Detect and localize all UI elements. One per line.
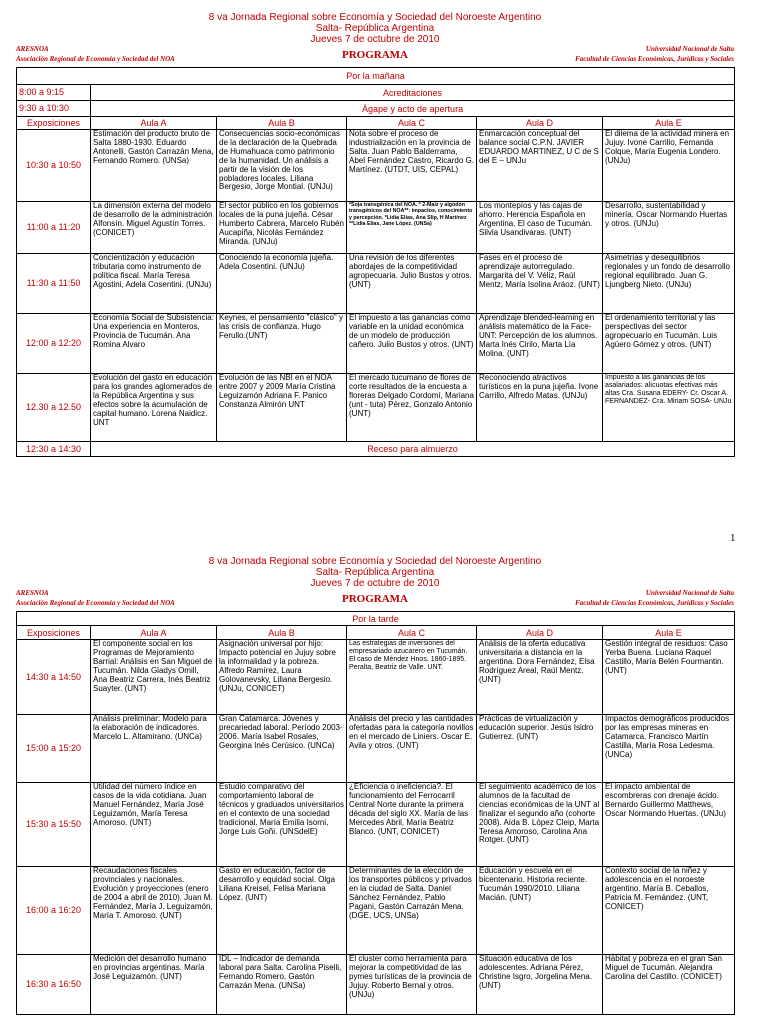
session-title: Por la mañana [17,68,735,85]
org-right-faculty: Facultad de Ciencias Económicas, Jurídicas y Sociales [575,55,734,63]
header-line-2: Salta- República Argentina [315,567,435,578]
column-header: Aula D [477,626,603,640]
page-number: 1 [730,532,736,544]
time-cell: 9:30 a 10:30 [17,101,91,117]
talk-cell: Asimetrías y desequilibrios regionales y un fondo de desarrollo regional equilibrado. Juan G. Ljungberg Nieto. (UNJu) [603,254,735,314]
talk-cell: Asignación universal por hijo: Impacto potencial en Jujuy sobre la informalidad y la pobreza. Alfredo Ramírez, Laura Golovanevsky, Liliana Bergesio. (UNJu, CONICET) [217,640,347,715]
program-title: PROGRAMA [342,49,408,61]
talk-cell: ¿Eficiencia o ineficiencia?. El funcionamiento del Ferrocarril Central Norte durante la primera década del siglo XX. María de las Mercedes Abril, María Beatriz Blanco. (UNT, CONICET) [347,783,477,867]
talk-cell: Hábitat y pobreza en el gran San Miguel de Tucumán. Alejandra Carolina del Castillo. (CONICET) [603,955,735,1015]
table-row [17,955,735,1015]
header-line-2: Salta- República Argentina [315,23,435,34]
talk-cell: Desarrollo, sustentabilidad y minería. Oscar Normando Huertas y otros. (UNJu) [603,202,735,254]
column-header: Aula C [347,626,477,640]
time-cell: 16:30 a 16:50 [17,955,91,1015]
talk-cell: Impuesto a las ganancias de los asalariados: alícuotas efectivas más altas Cra. Susana EDERY- Cr. Oscar A. FERNANDEZ- Cra. Miriam SOSA- UNJu [603,374,735,442]
time-cell: 8:00 a 9:15 [17,85,91,101]
table-row [17,783,735,867]
talk-cell: El impacto ambiental de escombreras con drenaje ácido. Bernardo Guillermo Matthews, Oscar Normando Huertas. (UNJu) [603,783,735,867]
column-header: Aula A [91,626,217,640]
org-left-name: Asociación Regional de Economía y Sociedad del NOA [16,55,175,63]
morning-schedule-table [16,67,735,457]
talk-cell: El cluster como herramienta para mejorar la competitividad de las pymes turísticas de la provincia de Jujuy. Roberto Bernal y otros. (UNJu) [347,955,477,1015]
talk-cell: Evolución de las NBI en el NOA entre 2007 y 2009 María Cristina Leguizamón Adriana F. Panico Constanza Almirón UNT [217,374,347,442]
talk-cell: Prácticas de virtualización y educación superior. Jesús Isidro Gutierrez. (UNT) [477,715,603,783]
talk-cell: Impactos demográficos producidos por las empresas mineras en Catamarca. Francisco Martín Castilla, María Rosa Ledesma. (UNCa) [603,715,735,783]
talk-cell: Consecuencias socio-económicas de la declaración de la Quebrada de Humahuaca como patrimonio de la humanidad. Un análisis a partir de la visión de los pobladores locales. Liliana Bergesio, Jorge Montial. (UNJu) [217,130,347,202]
talk-cell: Los montepíos y las cajas de ahorro. Herencia Española en Argentina. El caso de Tucumán. Silvia Usandivaras. (UNT) [477,202,603,254]
talk-cell: Keynes, el pensamiento "clásico" y las crisis de confianza. Hugo Ferullo.(UNT) [217,314,347,374]
org-row [16,589,734,611]
talk-cell: Análisis de la oferta educativa universitaria a distancia en la argentina. Dora Fernández, Elsa Rodríguez Areal, Raúl Mentz. (UNT) [477,640,603,715]
time-cell: 11:30 a 11:50 [17,254,91,314]
header-line-1: 8 va Jornada Regional sobre Economía y Sociedad del Noroeste Argentino [208,556,542,567]
column-header: Aula E [603,626,735,640]
talk-cell: Las estrategias de inversiones del empresariado azucarero en Tucumán. El caso de Méndez Hnos. 1860-1895. Peralta, Beatriz de Valle. UNT. [347,640,477,715]
org-right-university: Universidad Nacional de Salta [645,589,734,597]
talk-cell: Estudio comparativo del comportamiento laboral de técnicos y graduados universitarios en el contexto de una sociedad tradicional. María Emilia Isorni, Jorge Luis Goñi. (UNSdelE) [217,783,347,867]
talk-cell: Educación y escuela en el bicentenario. Historia reciente. Tucumán 1990/2010. Liliana Macián. (UNT) [477,867,603,955]
page-morning [16,12,734,457]
talk-cell: El seguimiento académico de los alumnos de la facultad de ciencias económicas de la UNT al finalizar el segundo año (cohorte 2008). Aída B. López Cleip, Marta Teresa Amoroso, Carolina Ana Rotger. (UNT) [477,783,603,867]
time-cell: 14:30 a 14:50 [17,640,91,715]
talk-cell: El mercado tucumano de flores de corte resultados de la encuesta a floreras Delgado Cordomí, Mariana (unt - tuta) Pérez, Gonzalo Antonio (UNT) [347,374,477,442]
table-row [17,374,735,442]
talk-cell: El impuesto a las ganancias como variable en la unidad económica de un modelo de producción cañero. Julio Bustos y otros. (UNT) [347,314,477,374]
talk-cell: Evolución del gasto en educación para los grandes aglomerados de la República Argentina y sus efectos sobre la acumulación de capital humano. Lorena Naidicz. UNT [91,374,217,442]
time-cell: 11:00 a 11:20 [17,202,91,254]
talk-cell: Estimación del producto bruto de Salta 1880-1930. Eduardo Antonelli, Gastón Carrazán Mena, Fernando Romero. (UNSa) [91,130,217,202]
talk-cell: Recaudaciones fiscales provinciales y nacionales. Evolución y proyecciones (enero de 2004 a abril de 2010). Juan M. Fernández, María J. Leguizamón, María T. Amoroso. (UNT) [91,867,217,955]
talk-cell: Concientización y educación tributaria como instrumento de política fiscal. María Teresa Agostini, Adela Cosentini. (UNJu) [91,254,217,314]
org-left-name: Asociación Regional de Economía y Sociedad del NOA [16,599,175,607]
org-left-acronym: ARESNOA [16,589,49,597]
org-right-faculty: Facultad de Ciencias Económicas, Jurídicas y Sociales [575,599,734,607]
table-row [17,867,735,955]
talk-cell: IDL – Indicador de demanda laboral para Salta. Carolina Piselli, Fernando Romero, Gastón Carrazán Mena. (UNSa) [217,955,347,1015]
talk-cell: La dimensión externa del modelo de desarrollo de la administración Alfonsín. Miguel Agustín Torres. (CONICET) [91,202,217,254]
talk-cell: Determinantes de la elección de los transportes públicos y privados en la ciudad de Salta. Daniel Sánchez Fernández, Pablo Pagani, Gastón Carrazán Mena. (DGE, UCS, UNSa) [347,867,477,955]
talk-cell: El dilema de la actividad minera en Jujuy. Ivone Carrillo, Fernanda Colque, María Eugenia Londero. (UNJu) [603,130,735,202]
org-left-acronym: ARESNOA [16,45,49,53]
time-cell: 16:00 a 16:20 [17,867,91,955]
table-row [17,254,735,314]
table-row [17,640,735,715]
time-cell: 12:00 a 12:20 [17,314,91,374]
page-afternoon [16,556,734,1015]
time-cell: 15:00 a 15:20 [17,715,91,783]
column-header: Aula D [477,117,603,130]
talk-cell: Reconociendo atractivos turísticos en la puna jujeña. Ivone Carrillo, Alfredo Matas. (UNJu) [477,374,603,442]
column-header: Aula C [347,117,477,130]
talk-cell: Análisis del precio y las cantidades ofertadas para la categoría novillos en el mercado de Liniers. Oscar E. Avila y otros. (UNT) [347,715,477,783]
talk-cell: Gasto en educación, factor de desarrollo y equidad social. Olga Liliana Kreisel, Felisa Mariana López. (UNT) [217,867,347,955]
org-row [16,45,734,67]
talk-cell: Fases en el proceso de aprendizaje autorregulado. Margarita del V. Véliz, Raúl Mentz, María Isolina Aráoz. (UNT) [477,254,603,314]
table-row [17,314,735,374]
talk-cell: El sector público en los gobiernos locales de la puna jujeña. César Humberto Cabrera, Marcelo Rubén Aucapiña, Nicolás Fernández Miranda. (UNJu) [217,202,347,254]
talk-cell: Economía Social de Subsistencia: Una experiencia en Monteros, Provincia de Tucumán. Ana Romina Alvaro [91,314,217,374]
talk-cell: Medición del desarrollo humano en provincias argentinas. María José Leguizamón. (UNT) [91,955,217,1015]
column-header: Aula E [603,117,735,130]
column-header: Aula B [217,117,347,130]
talk-cell: El ordenamiento territorial y las perspectivas del sector agropecuario en Tucumán. Luis Agüero Gómez y otros. (UNT) [603,314,735,374]
talk-cell: Situación educativa de los adolescentes. Adriana Pérez, Christine Isgro, Jorgelina Mena. (UNT) [477,955,603,1015]
column-header: Exposiciones [17,117,91,130]
talk-cell: Utilidad del número índice en casos de la vida cotidiana. Juan Manuel Fernández, María José Leguizamón, María Teresa Amoroso. (UNT) [91,783,217,867]
column-header: Aula B [217,626,347,640]
talk-cell: El componente social en los Programas de Mejoramiento Barrial: Análisis en San Miguel de Tucumán. Nilda Gladys Omill, Ana Beatriz Carrera, Inés Beatriz Suayter. (UNT) [91,640,217,715]
time-cell: 12.30 a 12.50 [17,374,91,442]
talk-cell: Enmarcación conceptual del balance social C.P.N. JAVIER EDUARDO MARTINEZ, U C de S del E – UNJu [477,130,603,202]
talk-cell: Análisis preliminar: Modelo para la elaboración de indicadores. Marcelo L. Altamirano. (UNCa) [91,715,217,783]
talk-cell: Gestión integral de residuos: Caso Yerba Buena. Luciana Raquel Castillo, María Belén Fourmantin. (UNT) [603,640,735,715]
time-cell: 15:30 a 15:50 [17,783,91,867]
event-cell: Acreditaciones [91,85,735,101]
table-row [17,202,735,254]
org-right-university: Universidad Nacional de Salta [645,45,734,53]
talk-cell: Gran Catamarca. Jóvenes y precariedad laboral. Período 2003- 2006. María Isabel Rosales, Georgina Inés Cerúsico. (UNCa) [217,715,347,783]
time-cell: 12:30 a 14:30 [17,442,91,457]
talk-cell: Aprendizaje blended-learning en análisis matemático de la Face-UNT: Percepción de los alumnos. Marta Inés Cirilo, Marta Lía Molina. (UNT) [477,314,603,374]
talk-cell: Una revisión de los diferentes abordajes de la competitividad agropecuaria. Julio Bustos y otros. (UNT) [347,254,477,314]
session-title: Por la tarde [17,612,735,626]
header-line-3: Jueves 7 de octubre de 2010 [310,34,440,45]
header-line-3: Jueves 7 de octubre de 2010 [310,578,440,589]
talk-cell: *Soja transgénica del NOA. * 2-Maíz y algodón transgénicos del NOA**: impactos, conocimiento y percepción. *Lidia Elías, Ana Slip, H Martínez **Lidia Elías, Jane López. (UNSa) [347,202,477,254]
program-title: PROGRAMA [342,593,408,605]
event-cell: Ágape y acto de apertura [91,101,735,117]
talk-cell: Conociendo la economía jujeña. Adela Cosentini. (UNJu) [217,254,347,314]
event-cell: Receso para almuerzo [91,442,735,457]
table-row [17,715,735,783]
table-row [17,130,735,202]
header-line-1: 8 va Jornada Regional sobre Economía y Sociedad del Noroeste Argentino [208,12,542,23]
column-header: Aula A [91,117,217,130]
time-cell: 10:30 a 10:50 [17,130,91,202]
afternoon-schedule-table [16,611,735,1015]
column-header: Exposiciones [17,626,91,640]
talk-cell: Nota sobre el proceso de industrialización en la provincia de Salta. Juan Pablo Balderrama, Abel Fernández Castro, Ricardo G. Martínez. (UTDT, UIS, CEPAL) [347,130,477,202]
talk-cell: Contexto social de la niñez y adolescencia en el noroeste argentino. María B. Ceballos, Patricia M. Fernández. (UNT, CONICET) [603,867,735,955]
